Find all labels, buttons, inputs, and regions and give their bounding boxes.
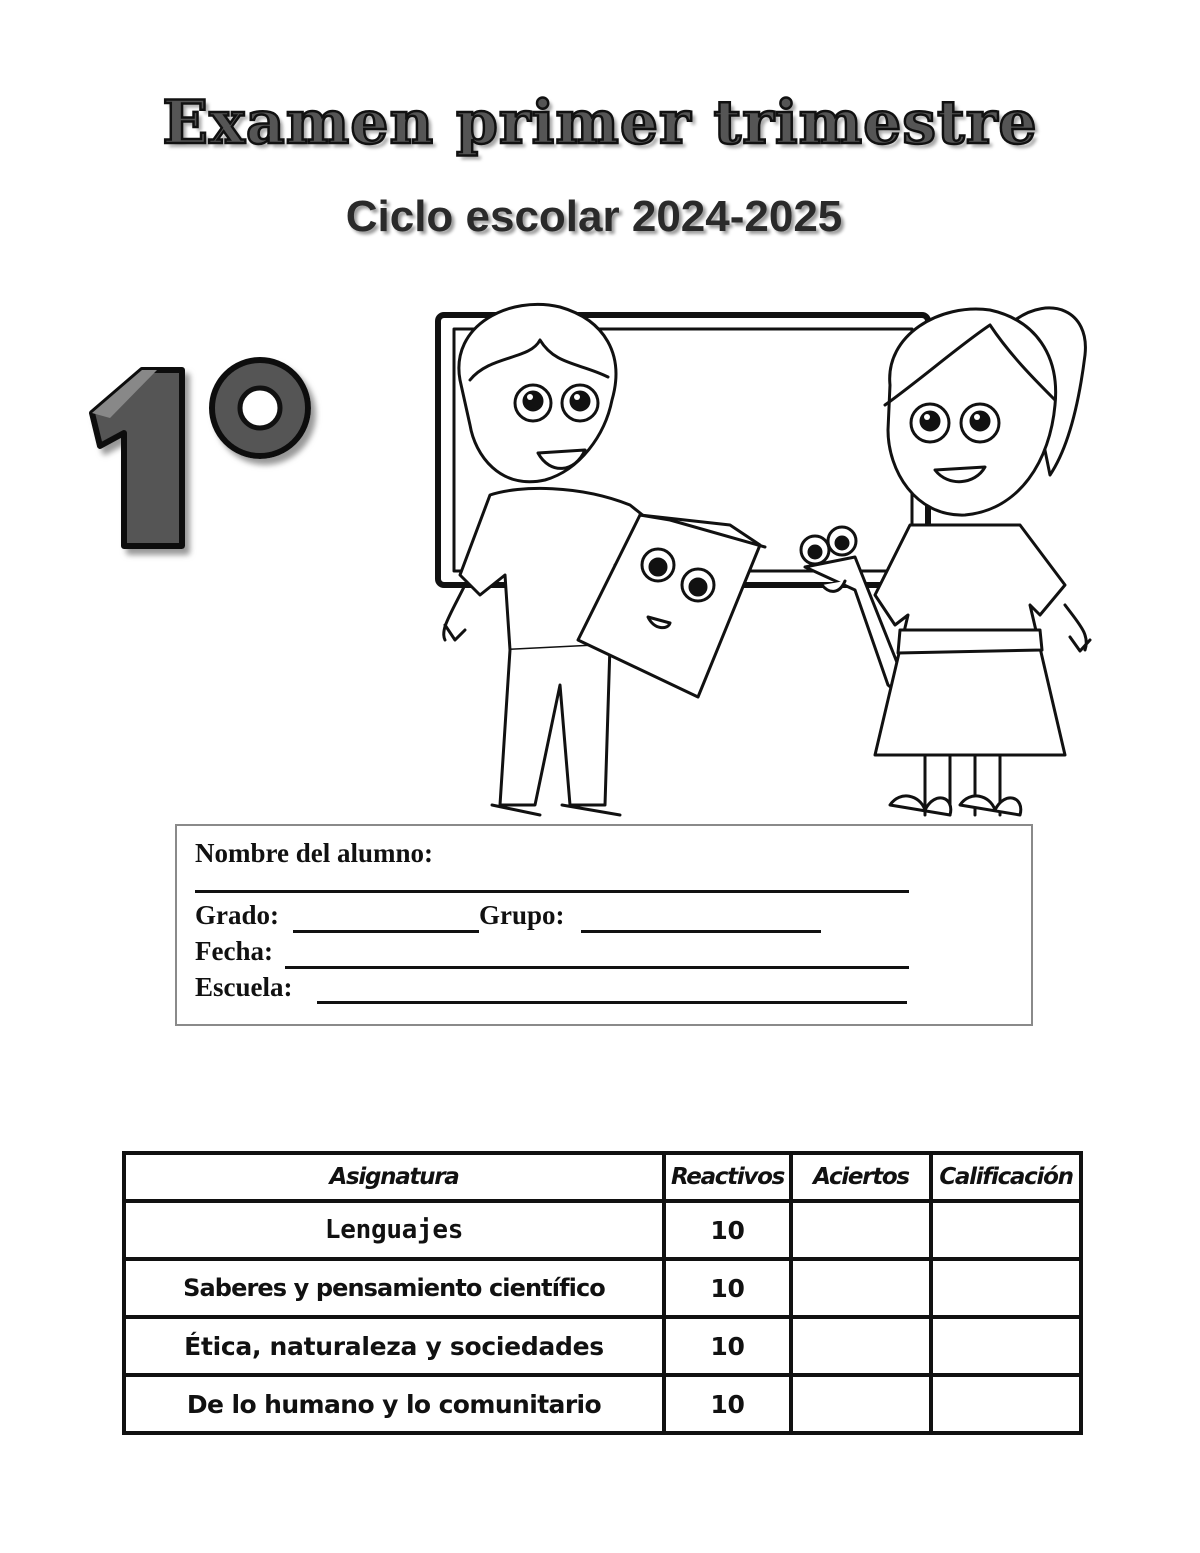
items-cell: 10 bbox=[664, 1317, 791, 1375]
correct-cell[interactable] bbox=[791, 1375, 931, 1433]
header-correct: Aciertos bbox=[791, 1153, 931, 1201]
grades-table bbox=[122, 1151, 1083, 1435]
group-line[interactable] bbox=[581, 930, 821, 933]
header-items: Reactivos bbox=[664, 1153, 791, 1201]
header-subject: Asignatura bbox=[124, 1153, 664, 1201]
student-name-label: Nombre del alumno: bbox=[195, 838, 434, 868]
subject-cell: Ética, naturaleza y sociedades bbox=[124, 1317, 664, 1375]
score-cell[interactable] bbox=[931, 1201, 1081, 1259]
table-row bbox=[124, 1259, 1081, 1317]
school-cycle-subtitle: Ciclo escolar 2024-2025 bbox=[345, 192, 843, 241]
items-cell: 10 bbox=[664, 1375, 791, 1433]
correct-cell[interactable] bbox=[791, 1317, 931, 1375]
items-cell: 10 bbox=[664, 1259, 791, 1317]
subject-cell: Saberes y pensamiento científico bbox=[124, 1259, 664, 1317]
subject-cell: De lo humano y lo comunitario bbox=[124, 1375, 664, 1433]
correct-cell[interactable] bbox=[791, 1201, 931, 1259]
correct-cell[interactable] bbox=[791, 1259, 931, 1317]
table-row bbox=[124, 1317, 1081, 1375]
student-name-line[interactable] bbox=[195, 890, 909, 893]
exam-title: Examen primer trimestre bbox=[162, 88, 1038, 158]
grade-number-graphic bbox=[82, 338, 332, 568]
subject-cell: Lenguajes bbox=[124, 1201, 664, 1259]
table-row bbox=[124, 1201, 1081, 1259]
grade-line[interactable] bbox=[293, 930, 479, 933]
table-row bbox=[124, 1375, 1081, 1433]
score-cell[interactable] bbox=[931, 1375, 1081, 1433]
student-info-box bbox=[175, 824, 1033, 1026]
items-cell: 10 bbox=[664, 1201, 791, 1259]
children-whiteboard-illustration bbox=[430, 285, 1130, 830]
girl-illustration bbox=[875, 308, 1090, 815]
score-cell[interactable] bbox=[931, 1259, 1081, 1317]
school-line[interactable] bbox=[317, 1001, 907, 1004]
header-score: Calificación bbox=[931, 1153, 1081, 1201]
date-label: Fecha: bbox=[195, 936, 273, 966]
table-header-row bbox=[124, 1153, 1081, 1201]
grade-label: Grado: bbox=[195, 900, 279, 930]
date-line[interactable] bbox=[285, 966, 909, 969]
group-label: Grupo: bbox=[479, 900, 565, 930]
score-cell[interactable] bbox=[931, 1317, 1081, 1375]
school-label: Escuela: bbox=[195, 972, 293, 1002]
